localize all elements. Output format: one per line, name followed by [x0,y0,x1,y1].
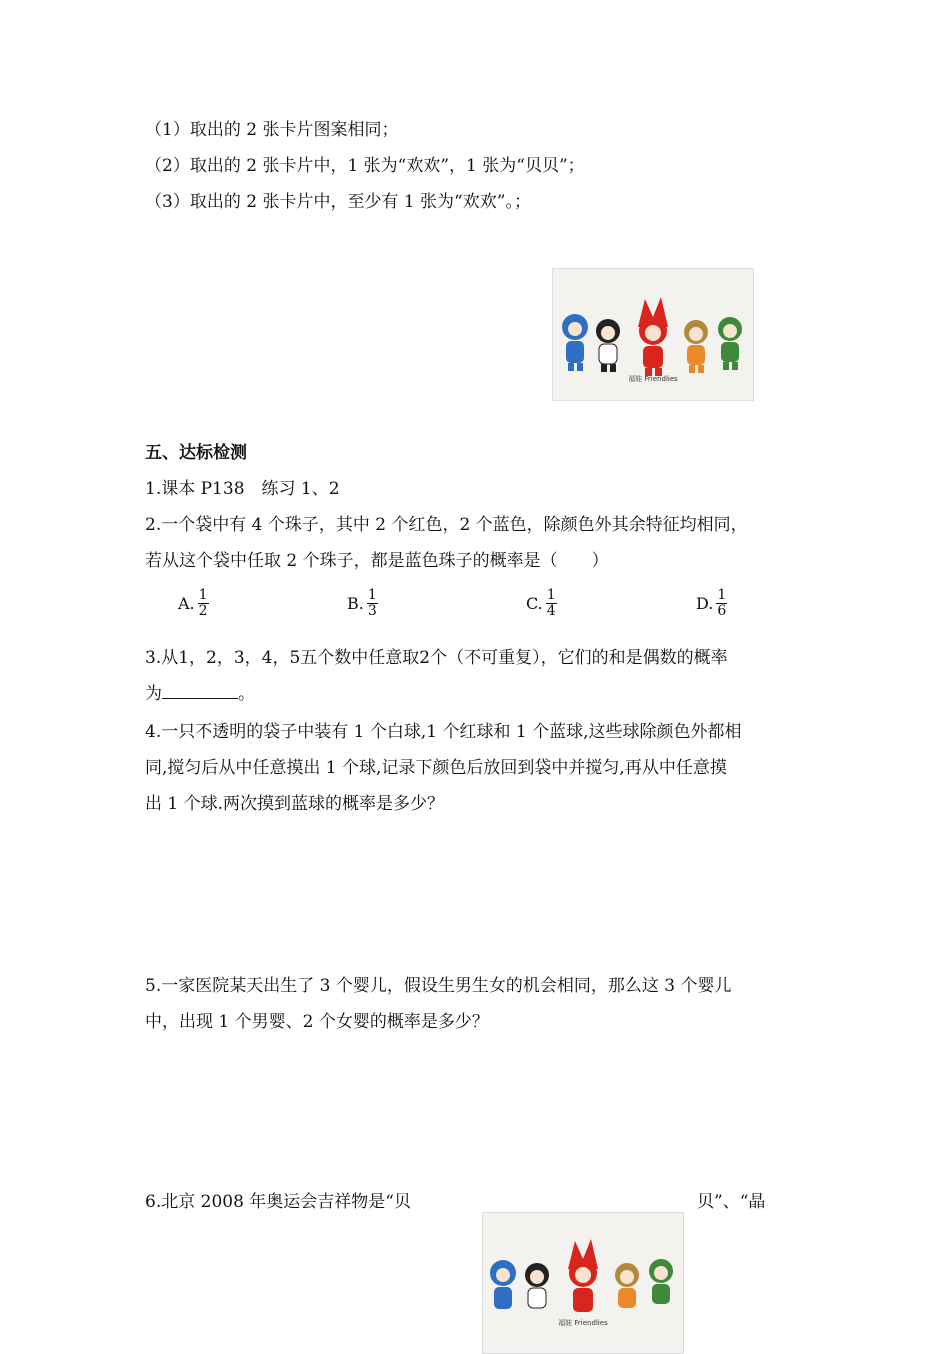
question-3-suffix: 。 [238,684,255,704]
mascot-huanhuan [638,297,668,376]
mascot-nini [718,317,742,370]
mascot-beibei [562,314,588,371]
option-c-letter: C. [526,594,543,613]
fuwa-mascot-image-2 [482,1212,684,1354]
option-a-numerator: 1 [198,587,208,603]
mascot-beibei [490,1260,516,1309]
question-4-line-3: 出 1 个球.两次摸到蓝球的概率是多少？ [145,794,445,814]
fuwa-mascot-illustration [553,269,753,400]
mascot-jingjing [525,1263,549,1308]
option-b-letter: B. [347,594,364,613]
intro-item-1: （1）取出的 2 张卡片图案相同； [145,120,399,140]
option-d-fraction [716,588,727,619]
option-c-denominator: 4 [546,603,556,619]
question-2-line-2: 若从这个袋中任取 2 个珠子，都是蓝色珠子的概率是（ ） [145,551,609,571]
option-b-denominator: 3 [367,603,377,619]
question-4-line-2: 同,搅匀后从中任意摸出 1 个球,记录下颜色后放回到袋中并搅匀,再从中任意摸 [145,758,727,778]
mascot-huanhuan [568,1239,598,1312]
option-c-fraction [546,588,557,619]
answer-blank[interactable] [162,682,238,699]
option-d-letter: D. [696,594,714,613]
option-a-denominator: 2 [198,603,208,619]
image-caption-2: 福娃 Friendlies [558,1319,608,1327]
option-d [696,588,727,619]
mascot-nini [649,1259,673,1304]
option-c [526,588,557,619]
mascot-yingying [615,1263,639,1308]
question-5-line-2: 中，出现 1 个男婴、2 个女婴的概率是多少？ [145,1012,489,1032]
intro-item-3: （3）取出的 2 张卡片中，至少有 1 张为“欢欢”。； [145,192,531,212]
question-5-line-1: 5.一家医院某天出生了 3 个婴儿，假设生男生女的机会相同，那么这 3 个婴儿 [145,976,732,996]
fuwa-mascot-image [552,268,754,401]
question-1: 1.课本 P138 练习 1、2 [145,479,340,499]
option-a-fraction [198,588,209,619]
section-title: 五、达标检测 [145,443,247,463]
option-b-fraction [367,588,378,619]
option-d-denominator: 6 [717,603,727,619]
option-a-letter: A. [178,594,195,613]
mascot-yingying [684,320,708,373]
intro-item-2: （2）取出的 2 张卡片中，1 张为“欢欢”，1 张为“贝贝”； [145,156,585,176]
question-6-right: 贝”、“晶 [697,1192,766,1212]
mascot-jingjing [596,319,620,372]
fuwa-mascot-illustration-2 [483,1213,683,1353]
option-a [178,588,209,619]
option-c-numerator: 1 [546,587,556,603]
question-6-left: 6.北京 2008 年奥运会吉祥物是“贝 [145,1192,411,1212]
question-3-line-1: 3.从1，2，3，4，5五个数中任意取2个（不可重复），它们的和是偶数的概率 [145,648,728,668]
option-b [347,588,378,619]
option-b-numerator: 1 [367,587,377,603]
image-caption: 福娃 Friendlies [628,375,678,383]
question-3-line-2 [145,682,255,706]
question-4-line-1: 4.一只不透明的袋子中装有 1 个白球,1 个红球和 1 个蓝球,这些球除颜色外都相 [145,722,742,742]
question-2-line-1: 2.一个袋中有 4 个珠子，其中 2 个红色，2 个蓝色，除颜色外其余特征均相同， [145,515,748,535]
option-d-numerator: 1 [717,587,727,603]
question-3-prefix: 为 [145,684,162,704]
